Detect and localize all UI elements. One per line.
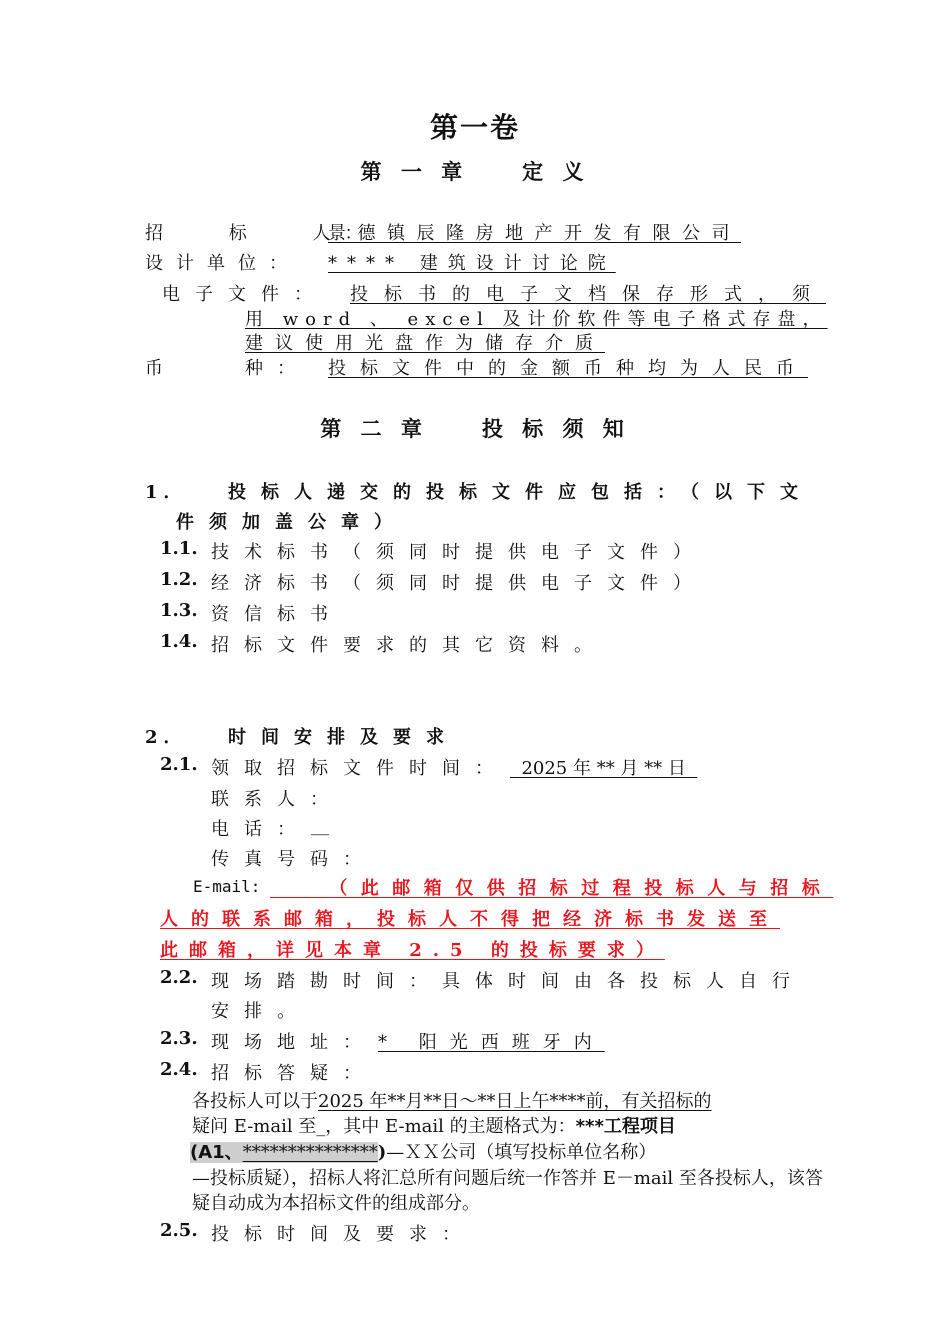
efile-value-1: 投标书的电子文档保存形式，须 bbox=[350, 284, 826, 305]
s24-para-line3 bbox=[190, 1138, 656, 1164]
s24-p2-bold: ***工程项目 bbox=[575, 1116, 676, 1137]
chapter2-title: 第 二 章 投 标 须 知 bbox=[320, 416, 630, 441]
s25-label: 投标时间及要求： bbox=[211, 1224, 475, 1245]
s24-p2: 疑问 E-mail 至_，其中 E-mail 的主题格式为： bbox=[192, 1116, 576, 1137]
s24-para-line4: —投标质疑），招标人将汇总所有问题后统一作答并 E－mail 至各投标人，该答 bbox=[192, 1168, 823, 1189]
currency-label-2: 种： bbox=[245, 358, 309, 379]
chapter1-title: 第 一 章 定 义 bbox=[360, 159, 590, 184]
item-1-2-text: 经济标书（须同时提供电子文件） bbox=[211, 573, 706, 594]
s23-value: * 阳光西班牙内 bbox=[378, 1032, 605, 1053]
email-note-1 bbox=[270, 874, 833, 900]
s22-num: 2.2. bbox=[160, 967, 198, 988]
phone-value: __ bbox=[311, 815, 329, 836]
s23-label: 现场地址： bbox=[211, 1032, 376, 1053]
item-1-2-num: 1.2. bbox=[160, 569, 198, 590]
item-1-1-text: 技术标书（须同时提供电子文件） bbox=[211, 542, 706, 563]
item-1-4-num: 1.4. bbox=[160, 631, 198, 652]
s24-p3-close: ) bbox=[377, 1142, 387, 1163]
efile-label: 电子文件： bbox=[162, 284, 327, 305]
fax-label: 传真号码： bbox=[211, 849, 376, 870]
item-1-3-text: 资信标书 bbox=[211, 604, 343, 625]
s22-text-2: 安排。 bbox=[211, 1001, 310, 1022]
s24-para-line2 bbox=[192, 1112, 676, 1138]
section1-title-1: 投标人递交的投标文件应包括：（以下文 bbox=[228, 482, 813, 503]
s24-p3-rest: —ＸＸ公司（填写投标单位名称） bbox=[386, 1142, 657, 1163]
section1-num: 1． bbox=[145, 482, 188, 503]
s21-value bbox=[510, 754, 697, 780]
s24-p1-date: 2025 年**月**日～**日上午****前，有关招标的 bbox=[318, 1091, 712, 1112]
email-note-2: 人的联系邮箱，投标人不得把经济标书发送至 bbox=[160, 909, 780, 930]
section1-title-2: 件须加盖公章） bbox=[176, 512, 407, 533]
email-note-1-text: （此邮箱仅供招标过程投标人与招标 bbox=[329, 878, 834, 899]
efile-value-2: 用 word 、 excel 及计价软件等电子格式存盘， bbox=[245, 309, 828, 330]
s23-num: 2.3. bbox=[160, 1028, 198, 1049]
s21-label: 领取招标文件时间： bbox=[211, 758, 508, 779]
efile-value-3: 建议使用光盘作为储存介质 bbox=[245, 333, 605, 354]
email-note-3: 此邮箱，详见本章 2.5 的投标要求） bbox=[160, 940, 665, 961]
currency-label-1: 币 bbox=[145, 358, 163, 379]
s21-num: 2.1. bbox=[160, 754, 198, 775]
designer-label: 设计单位： bbox=[145, 253, 300, 274]
currency-value: 投标文件中的金额币种均为人民币 bbox=[328, 358, 808, 379]
s24-label: 招标答疑： bbox=[211, 1063, 376, 1084]
tenderer-value: 景德镇辰隆房地产开发有限公司 bbox=[328, 223, 741, 244]
s21-value-text: 2025 年 ** 月 ** 日 bbox=[521, 758, 686, 779]
section2-num: 2． bbox=[145, 727, 188, 748]
s24-p1-pre: 各投标人可以于 bbox=[192, 1091, 318, 1112]
s24-p3-gray: *************** bbox=[242, 1142, 378, 1163]
section2-title: 时间安排及要求 bbox=[228, 727, 459, 748]
s24-para-line5: 疑自动成为本招标文件的组成部分。 bbox=[192, 1193, 480, 1214]
item-1-1-num: 1.1. bbox=[160, 538, 198, 559]
volume-title: 第一卷 bbox=[429, 111, 520, 144]
s24-num: 2.4. bbox=[160, 1059, 198, 1080]
s24-p3-bold: (A1、 bbox=[190, 1142, 243, 1163]
tenderer-label: 招 标 人： bbox=[145, 223, 377, 244]
phone-label: 电话： bbox=[211, 819, 310, 840]
s25-num: 2.5. bbox=[160, 1220, 198, 1241]
s24-para-line1 bbox=[192, 1087, 712, 1113]
contact-label: 联系人： bbox=[211, 789, 343, 810]
s22-text-1: 现场踏勘时间：具体时间由各投标人自行 bbox=[211, 971, 805, 992]
designer-value: **** 建筑设计讨论院 bbox=[328, 253, 616, 274]
item-1-4-text: 招标文件要求的其它资料。 bbox=[211, 635, 607, 656]
item-1-3-num: 1.3. bbox=[160, 600, 198, 621]
email-label: E-mail: bbox=[193, 877, 261, 896]
